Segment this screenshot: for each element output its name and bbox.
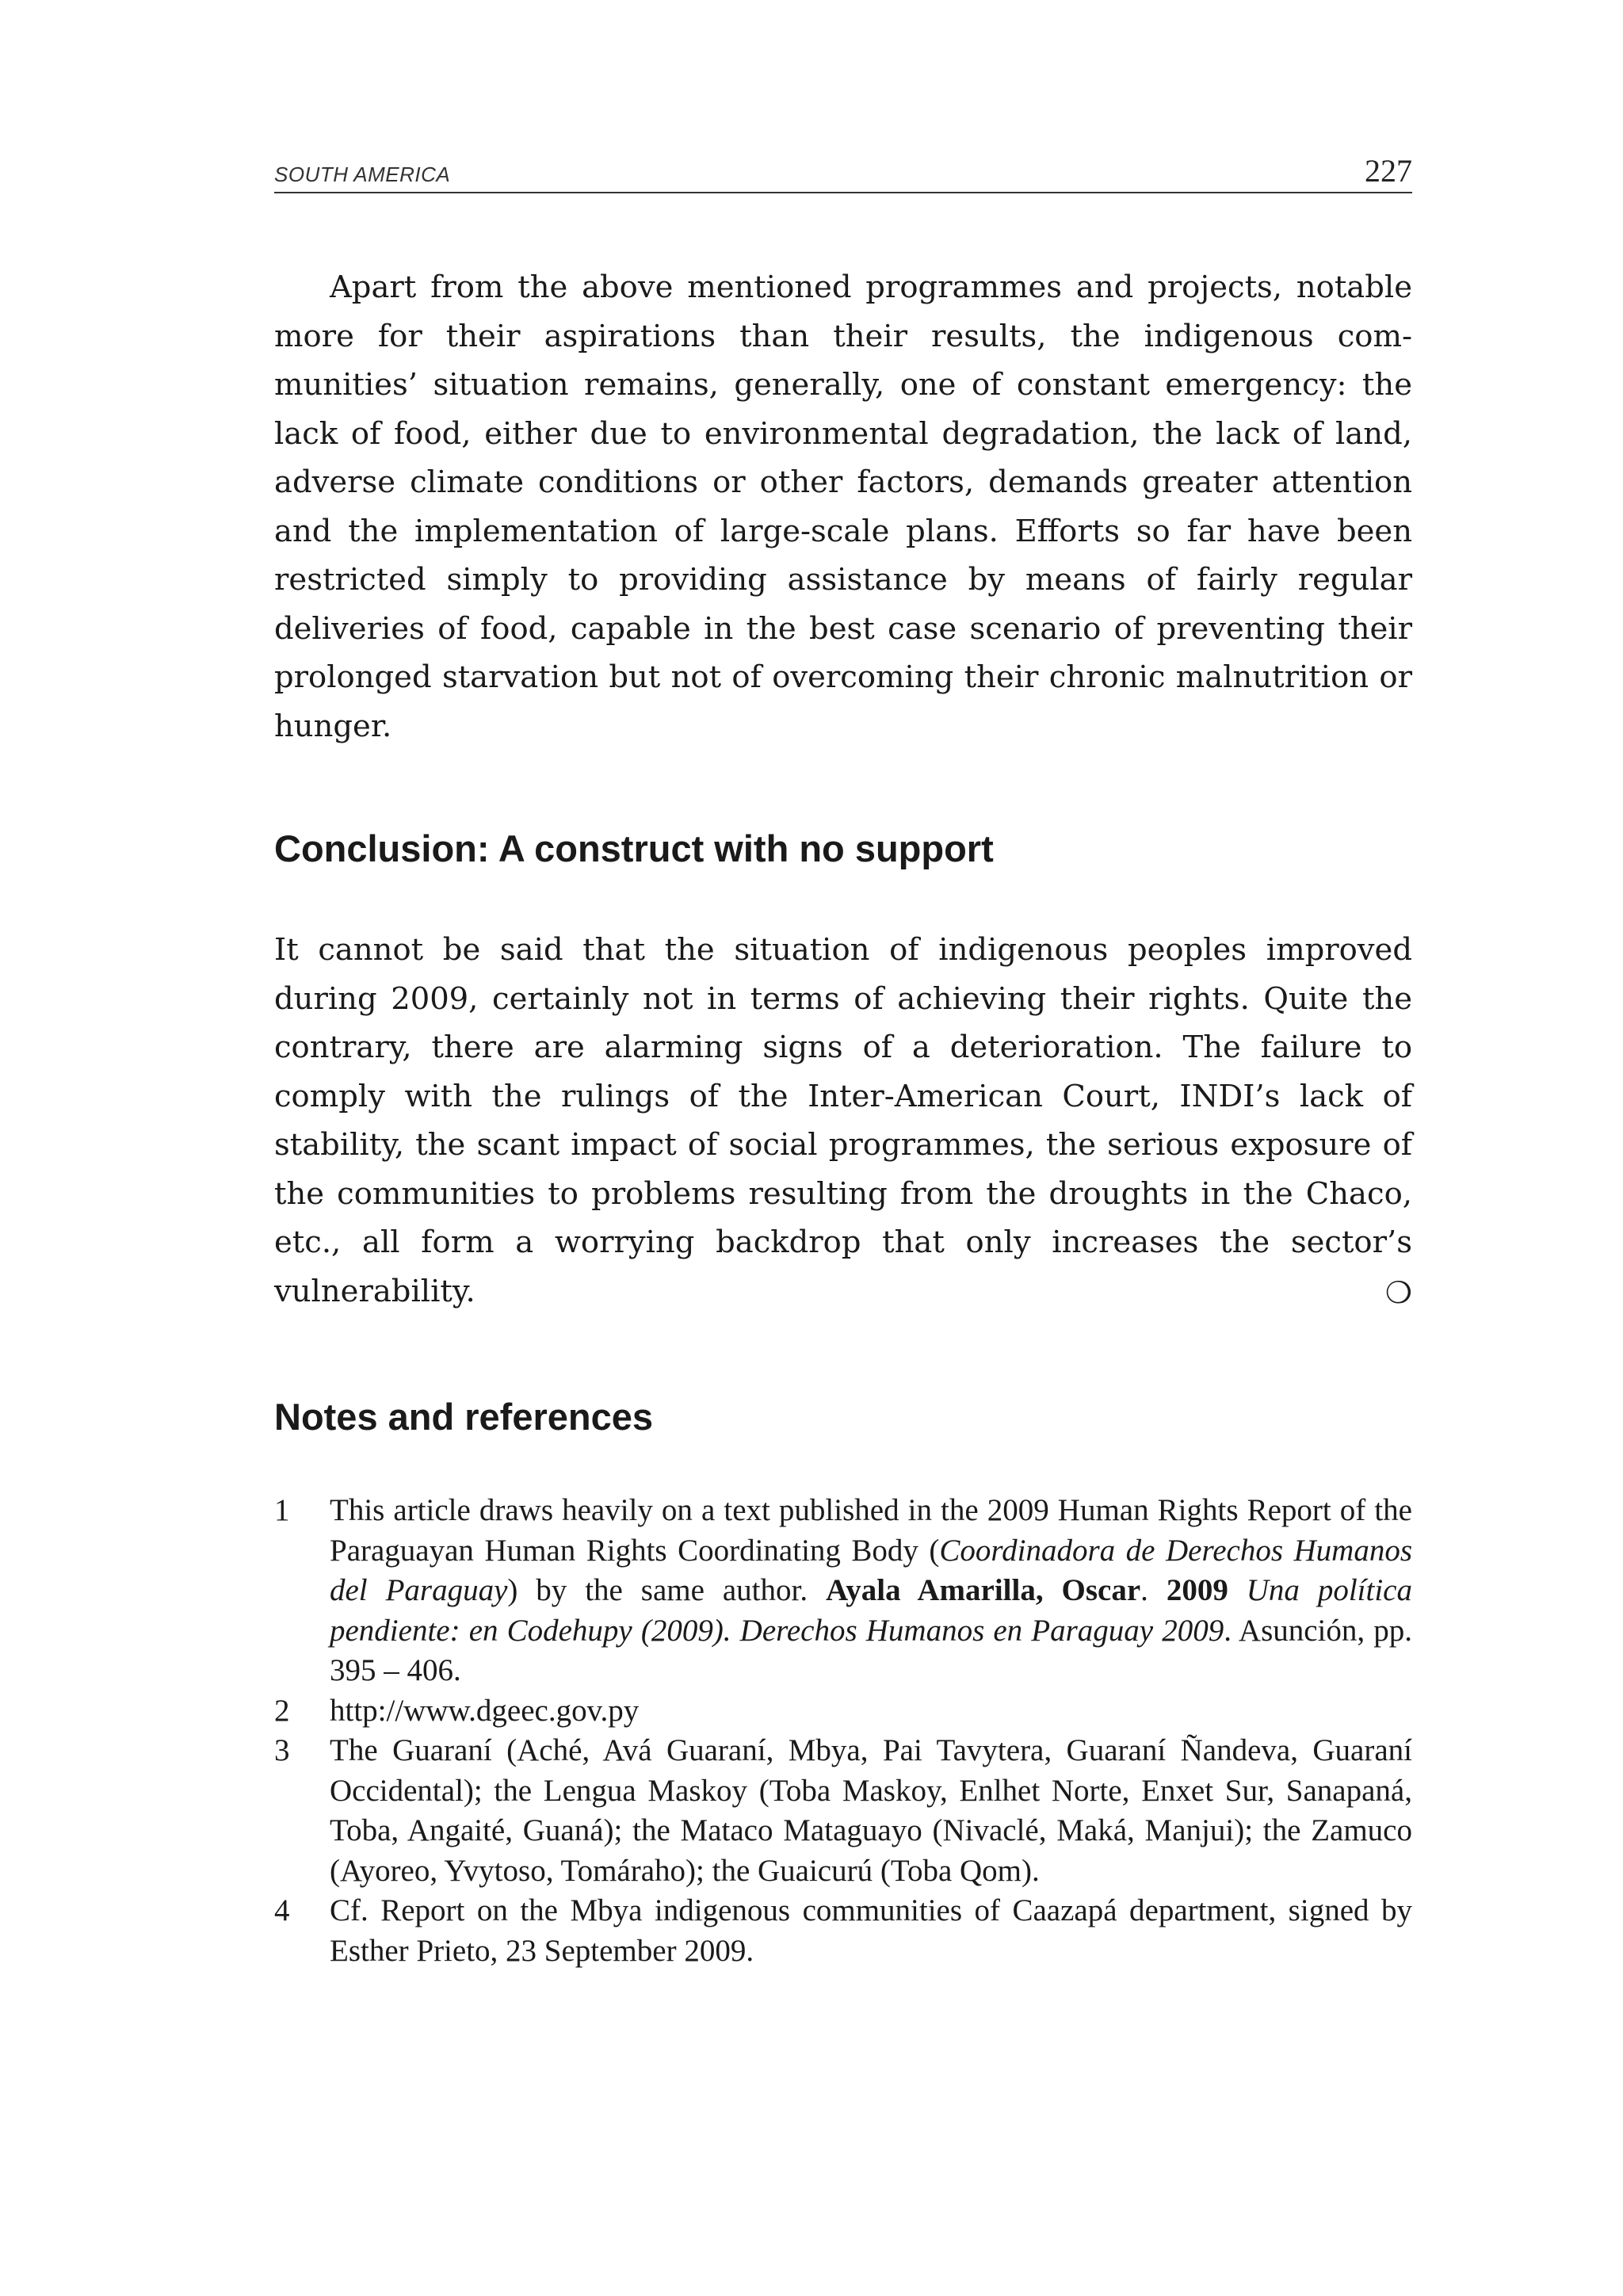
note-text-segment <box>1228 1573 1247 1607</box>
note-author: Ayala Amarilla, Oscar <box>826 1573 1141 1607</box>
note-item <box>274 1891 1412 1971</box>
note-text <box>330 1491 1412 1691</box>
note-text: Cf. Report on the Mbya indigenous communities of Caazapá department, signed by Esther Prieto, 23 September 2009. <box>330 1893 1412 1968</box>
note-italic-segment: Una política pendiente: en Codehupy (2009). Derechos Humanos en Paraguay 2009 <box>330 1573 1412 1648</box>
end-of-article-icon: ❍ <box>1384 1274 1412 1310</box>
note-text-segment: This article draws heavily on a text published in the 2009 Human Rights Report of the Paraguayan Human Rights Coordinating Body ( <box>330 1493 1412 1568</box>
note-text-segment: ) by the same author. <box>507 1573 826 1607</box>
note-text: The Guaraní (Aché, Avá Guaraní, Mbya, Pai Tavytera, Guaraní Ñandeva, Guaraní Occidental); the Lengua Maskoy (Toba Maskoy, Enlhet Norte, Enxet Sur, Sanapaná, Toba, Angaité, Guaná); the Mataco Mataguayo (Nivaclé, Maká, Manjui); the Zamuco (Ayoreo, Yvytoso, Tomáraho); the Guaicurú (Toba Qom). <box>330 1733 1412 1888</box>
note-number: 4 <box>274 1893 290 1927</box>
intro-paragraph: Apart from the above mentioned programmes and projects, notable more for their aspirations than their results, the indigenous communities’ situation remains, generally, one of constant emergency: the lack of food, either due to environmental degradation, the lack of land, adverse climate conditions or other factors, demands greater attention and the implementation of large-scale plans. Efforts so far have been restricted simply to providing assistance by means of fairly regular deliveries of food, capable in the best case scenario of preventing their prolonged starvation but not of overcoming their chronic malnutrition or hunger. <box>274 269 1412 744</box>
note-number: 1 <box>274 1493 290 1527</box>
note-text-segment: . Asunción, pp. 395 – 406. <box>330 1613 1412 1687</box>
note-number: 3 <box>274 1733 290 1767</box>
conclusion-text: It cannot be said that the situation of indigenous peoples improved during 2009, certainly not in terms of achieving their rights. Quite the contrary, there are alarming signs of a deterioration. The failure to comply with the rulings of the Inter-American Court, INDI’s lack of stability, the scant impact of social programmes, the serious exposure of the communities to problems resulting from the droughts in the Chaco, etc., all form a worrying backdrop that only increases the sector’s vulnerability. <box>274 932 1412 1309</box>
note-number: 2 <box>274 1693 290 1728</box>
running-header <box>274 151 1412 193</box>
document-page <box>274 151 1412 1971</box>
running-title: SOUTH AMERICA <box>274 162 451 186</box>
conclusion-heading: Conclusion: A construct with no support <box>274 827 994 869</box>
note-text-segment: . <box>1140 1573 1167 1607</box>
note-item <box>274 1491 1412 1691</box>
note-year: 2009 <box>1166 1573 1228 1607</box>
note-url: http://www.dgeec.gov.py <box>330 1693 640 1728</box>
notes-heading: Notes and references <box>274 1396 654 1438</box>
note-italic-segment: Coordinadora de Derechos Humanos del Paraguay <box>330 1533 1413 1607</box>
note-item <box>274 1691 1412 1732</box>
notes-list <box>274 1491 1412 1971</box>
note-item <box>274 1731 1412 1891</box>
page-number: 227 <box>1365 153 1412 189</box>
conclusion-paragraph <box>274 926 1412 1316</box>
